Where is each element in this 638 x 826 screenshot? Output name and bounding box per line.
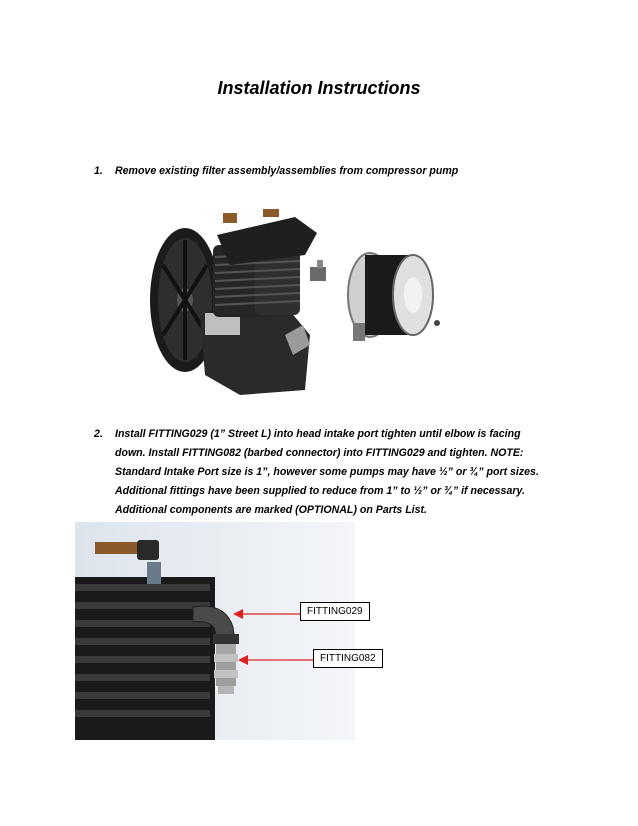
step-line: Additional components are marked (OPTIONAL) on Parts List. (115, 504, 427, 516)
step-line: Standard Intake Port size is 1”, however some pumps may have ½” or ¾” port sizes. (115, 466, 539, 478)
cylinder-head (217, 217, 317, 265)
air-filter (348, 253, 440, 341)
callout-fitting029: FITTING029 (300, 602, 370, 621)
cylinder-fins (75, 577, 215, 740)
step-text: Remove existing filter assembly/assemblies from compressor pump (115, 165, 459, 177)
step-1 (94, 162, 564, 181)
compressor-pump-exploded-image (145, 205, 450, 405)
step-text (115, 425, 564, 520)
step-line: Additional fittings have been supplied to reduce from 1” to ½” or ¾” if necessary. (115, 485, 525, 497)
step-number: 2. (94, 428, 103, 440)
intake-fitting (310, 260, 326, 281)
fitting-closeup-image (75, 522, 355, 740)
step-line: down. Install FITTING082 (barbed connector) into FITTING029 and tighten. NOTE: (115, 447, 524, 459)
step-2 (94, 425, 564, 520)
callout-fitting082: FITTING082 (313, 649, 383, 668)
page-title: Installation Instructions (217, 78, 421, 98)
step-number: 1. (94, 165, 103, 177)
step-line: Install FITTING029 (1” Street L) into head intake port tighten until elbow is facing (115, 428, 521, 440)
